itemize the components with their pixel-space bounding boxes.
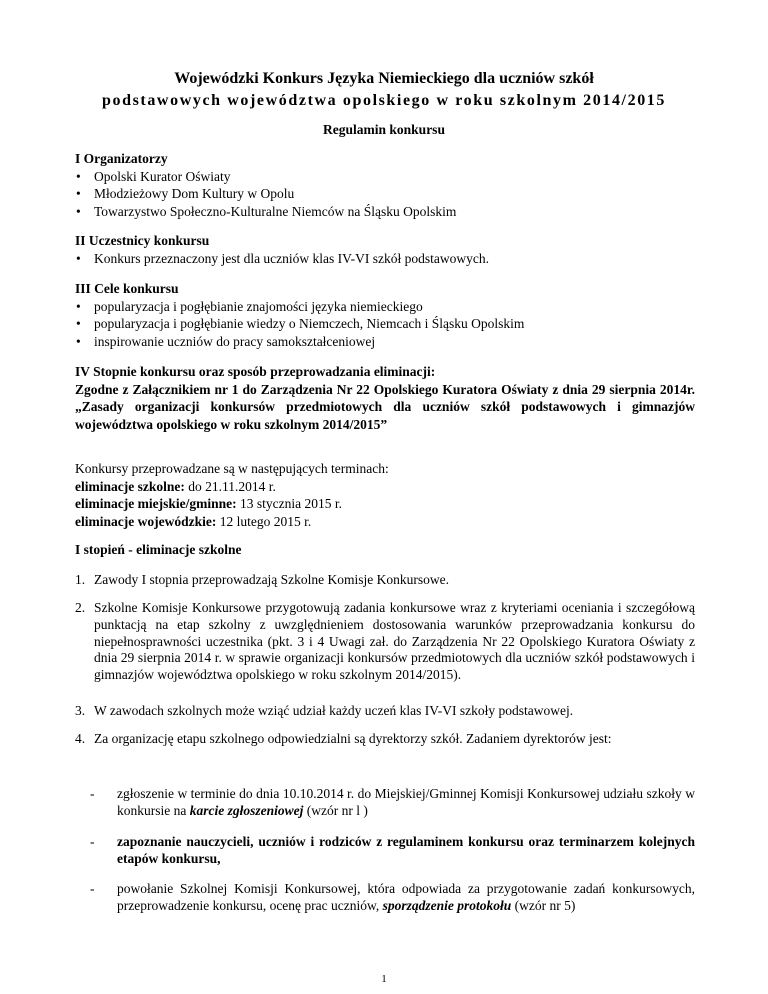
list-item: • popularyzacja i pogłębianie znajomości języka niemieckiego bbox=[75, 298, 695, 316]
dash-marker: - bbox=[90, 834, 95, 849]
bullet-list bbox=[75, 298, 695, 351]
section-heading: II Uczestnicy konkursu bbox=[75, 233, 210, 248]
numbered-item bbox=[75, 600, 695, 684]
duty-text: zapoznanie nauczycieli, uczniów i rodziców z regulaminem konkursu oraz terminarzem kolejnych etapów konkursu, bbox=[117, 834, 695, 866]
section-body: Zgodne z Załącznikiem nr 1 do Zarządzenia Nr 22 Opolskiego Kuratora Oświaty z dnia 29 sierpnia 2014r. „Zasady organizacji konkursów przedmiotowych dla uczniów szkół podstawowych i gimnazjów województwa opolskiego w roku szkolnym 2014/2015” bbox=[75, 381, 695, 432]
section-goals bbox=[75, 280, 695, 350]
item-number: 3. bbox=[75, 703, 86, 718]
item-text: W zawodach szkolnych może wziąć udział każdy uczeń klas IV-VI szkoły podstawowej. bbox=[94, 703, 574, 718]
term-label: eliminacje wojewódzkie: bbox=[75, 513, 217, 529]
duty-text-end: (wzór nr 5) bbox=[511, 897, 576, 913]
term-value: 12 lutego 2015 r. bbox=[219, 513, 312, 529]
document-title bbox=[60, 68, 708, 112]
numbered-item bbox=[75, 572, 695, 589]
section-stages bbox=[75, 363, 695, 433]
list-item: • popularyzacja i pogłębianie wiedzy o Niemczech, Niemcach i Śląsku Opolskim bbox=[75, 315, 695, 333]
item-number: 4. bbox=[75, 731, 86, 746]
terms-block bbox=[75, 460, 695, 530]
document-subtitle: Regulamin konkursu bbox=[323, 122, 445, 137]
section-heading: III Cele konkursu bbox=[75, 281, 179, 296]
bullet-list bbox=[75, 250, 695, 268]
item-number: 2. bbox=[75, 600, 86, 615]
item-text: Szkolne Komisje Konkursowe przygotowują zadania konkursowe wraz z kryteriami oceniania i szczegółową punktacją na etap szkolny z uwzględnieniem dostosowania warunków przeprowadzania konkursu do niepełnosprawności uczestnika (pkt. 3 i 4 Uwagi zał. do Zarządzenia Nr 22 Opolskiego Kuratora Oświaty z dnia 29 sierpnia 2014 r. w sprawie organizacji konkursów przedmiotowych dla uczniów szkół podstawowych i gimnazjów województwa opolskiego w roku szkolnym 2014/2015). bbox=[94, 600, 695, 683]
section-heading: I Organizatorzy bbox=[75, 151, 168, 166]
duty-text: zgłoszenie w terminie do dnia 10.10.2014 r. do Miejskiej/Gminnej Komisji Konkursowej udziału szkoły w konkursie na bbox=[117, 786, 695, 818]
dash-marker: - bbox=[90, 786, 95, 801]
page-number: 1 bbox=[381, 973, 387, 985]
duty-item bbox=[90, 786, 695, 820]
duty-item bbox=[90, 834, 695, 868]
duty-text: powołanie Szkolnej Komisji Konkursowej, która odpowiada za przygotowanie zadań konkursowych, przeprowadzenie konkursu, ocenę prac uczniów, bbox=[117, 881, 695, 913]
stage-heading: I stopień - eliminacje szkolne bbox=[75, 542, 242, 557]
item-text: Zawody I stopnia przeprowadzają Szkolne Komisje Konkursowe. bbox=[94, 572, 450, 587]
term-row bbox=[75, 495, 695, 513]
numbered-item bbox=[75, 731, 695, 748]
title-line-1: Wojewódzki Konkurs Języka Niemieckiego dla uczniów szkół bbox=[174, 70, 594, 87]
list-item: • Konkurs przeznaczony jest dla uczniów klas IV-VI szkół podstawowych. bbox=[75, 250, 695, 268]
list-item: • inspirowanie uczniów do pracy samokształceniowej bbox=[75, 333, 695, 351]
term-label: eliminacje miejskie/gminne: bbox=[75, 496, 237, 512]
duty-emphasis: sporządzenie protokołu bbox=[382, 897, 512, 913]
section-participants bbox=[75, 232, 695, 267]
bullet-list bbox=[75, 168, 695, 221]
list-item: • Młodzieżowy Dom Kultury w Opolu bbox=[75, 185, 695, 203]
term-value: 13 stycznia 2015 r. bbox=[239, 496, 342, 512]
section-organizers bbox=[75, 150, 695, 220]
terms-intro: Konkursy przeprowadzane są w następujących terminach: bbox=[75, 461, 389, 476]
term-row bbox=[75, 513, 695, 531]
item-number: 1. bbox=[75, 572, 86, 587]
term-label: eliminacje szkolne: bbox=[75, 478, 185, 494]
duty-text-end: (wzór nr l ) bbox=[303, 802, 368, 818]
term-row bbox=[75, 478, 695, 496]
list-item: • Opolski Kurator Oświaty bbox=[75, 168, 695, 186]
term-value: do 21.11.2014 r. bbox=[188, 478, 276, 494]
section-heading: IV Stopnie konkursu oraz sposób przeprowadzania eliminacji: bbox=[75, 364, 436, 379]
title-line-2: podstawowych województwa opolskiego w roku szkolnym 2014/2015 bbox=[101, 92, 666, 109]
duty-emphasis: karcie zgłoszeniowej bbox=[189, 802, 304, 818]
dash-marker: - bbox=[90, 881, 95, 896]
item-text: Za organizację etapu szkolnego odpowiedzialni są dyrektorzy szkół. Zadaniem dyrektorów jest: bbox=[94, 731, 612, 746]
duty-item bbox=[90, 881, 695, 915]
list-item: • Towarzystwo Społeczno-Kulturalne Niemców na Śląsku Opolskim bbox=[75, 203, 695, 221]
numbered-item bbox=[75, 703, 695, 720]
